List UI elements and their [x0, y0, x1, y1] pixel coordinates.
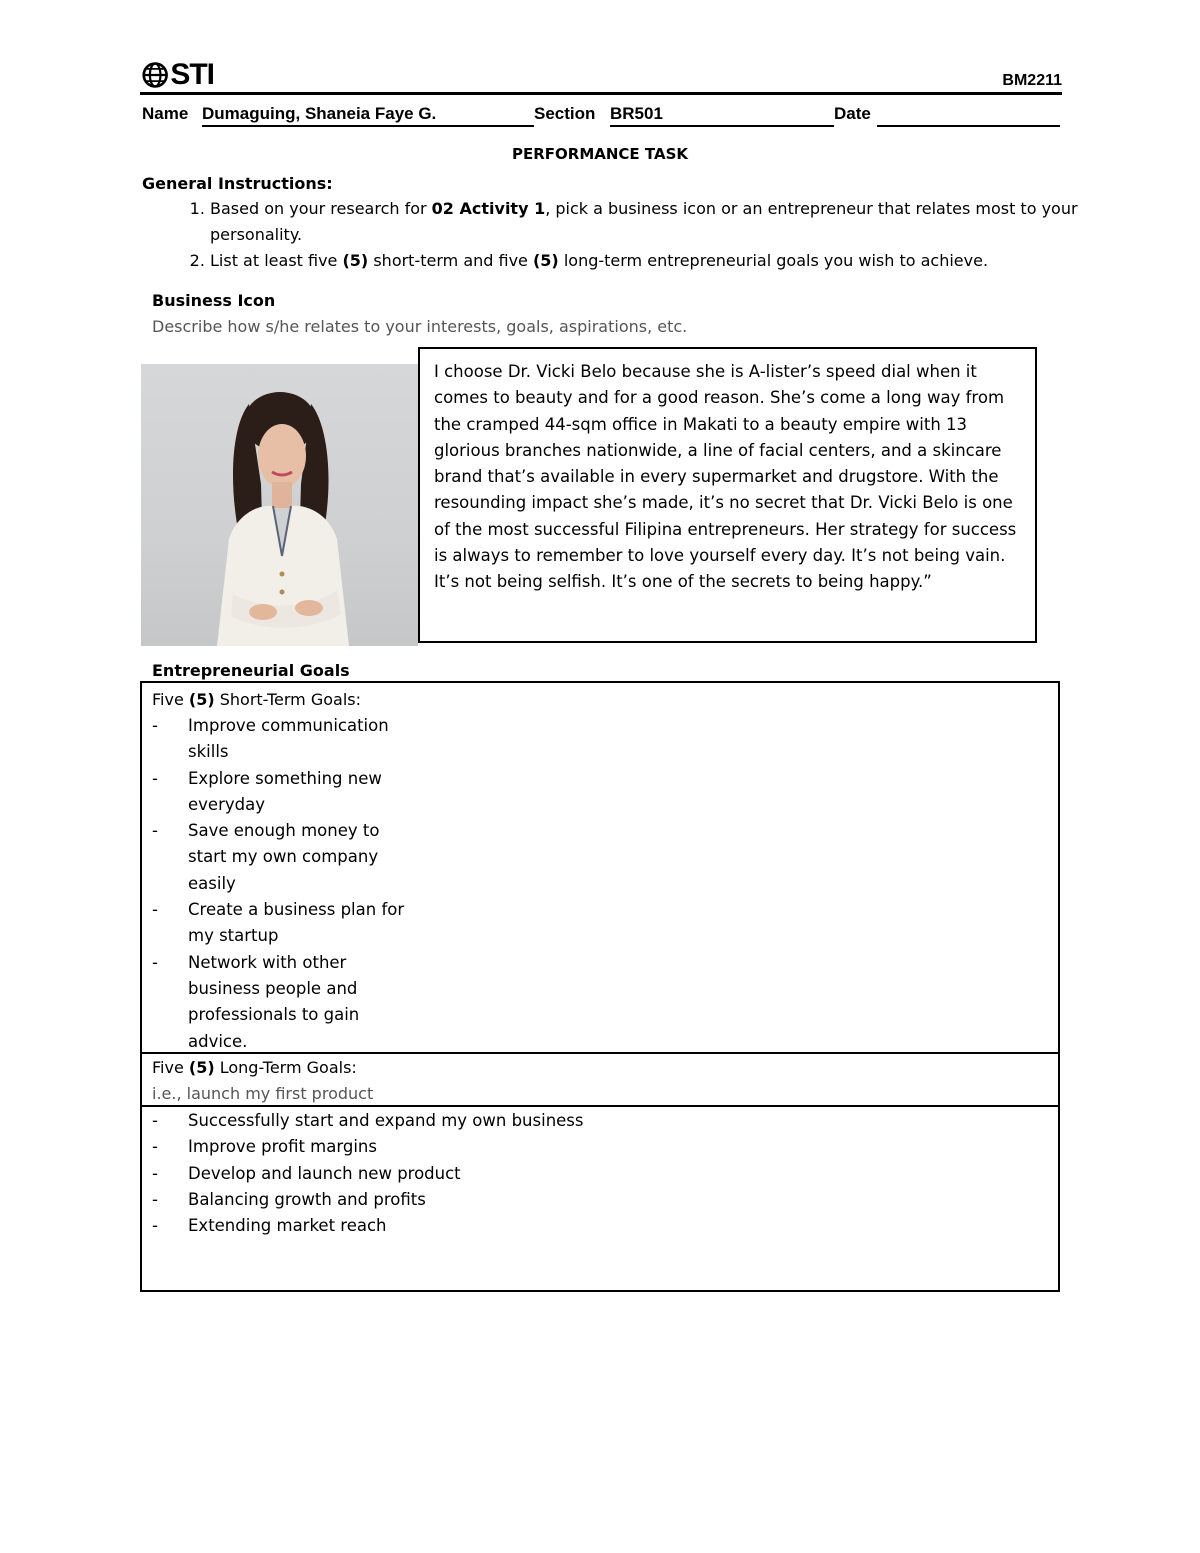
instructions-list	[170, 196, 1110, 274]
short-term-goal-item: - Improve communication skills	[152, 716, 389, 762]
goals-table	[140, 681, 1060, 1292]
business-icon-description: Describe how s/he relates to your interests, goals, aspirations, etc.	[152, 317, 688, 336]
date-label: Date	[834, 104, 871, 123]
short-term-goals-list	[152, 713, 422, 1055]
short-term-goal-item: - Network with other business people and professionals to gain advice.	[152, 952, 360, 1051]
short-term-goal-item: - Save enough money to start my own company easily	[152, 821, 380, 893]
sti-logo	[142, 58, 214, 92]
general-instructions-heading: General Instructions:	[142, 174, 333, 193]
section-field[interactable]: BR501	[610, 104, 834, 127]
business-icon-answer[interactable]: I choose Dr. Vicki Belo because she is A-lister’s speed dial when it comes to beauty and for a good reason. She’s come a long way from the cramped 44-sqm office in Makati to a beauty empire with 13 glorious branches nationwide, a line of facial centers, and a skincare brand that’s available in every supermarket and drugstore. With the resounding impact she’s made, it’s no secret that Dr. Vicki Belo is one of the most successful Filipina entrepreneurs. Her strategy for success is always to remember to love yourself every day. It’s not being vain. It’s not being selfish. It’s one of the secrets to being happy.”	[418, 347, 1037, 643]
info-row	[142, 104, 1062, 128]
long-term-goals-heading: Five (5) Long-Term Goals:	[152, 1058, 357, 1077]
instruction-item: 1. Based on your research for 02 Activity 1, pick a business icon or an entrepreneur that relates most to your personality.	[210, 196, 1110, 248]
logo-text: STI	[170, 58, 214, 91]
long-term-goals-list	[152, 1108, 852, 1239]
long-term-goal-item: - Extending market reach	[152, 1216, 387, 1236]
long-term-goal-item: - Successfully start and expand my own business	[152, 1111, 584, 1130]
short-term-goal-item: - Create a business plan for my startup	[152, 900, 405, 946]
long-term-goal-item: - Balancing growth and profits	[152, 1189, 426, 1209]
date-field[interactable]	[877, 104, 1060, 127]
goals-divider	[142, 1105, 1058, 1107]
short-term-goals-heading: Five (5) Short-Term Goals:	[152, 690, 362, 709]
long-term-goals-example: i.e., launch my first product	[152, 1084, 374, 1103]
entrepreneur-photo	[141, 364, 418, 646]
goals-divider	[142, 1052, 1058, 1054]
section-label: Section	[534, 104, 596, 123]
instruction-item: 2. List at least five (5) short-term and five (5) long-term entrepreneurial goals you wish to achieve.	[210, 248, 1110, 274]
globe-icon	[142, 60, 168, 90]
business-icon-heading: Business Icon	[152, 291, 276, 310]
page-title: PERFORMANCE TASK	[511, 145, 688, 163]
entrepreneurial-goals-heading: Entrepreneurial Goals	[152, 661, 350, 680]
short-term-goal-item: - Explore something new everyday	[152, 768, 382, 814]
header-rule	[140, 92, 1062, 95]
name-field[interactable]: Dumaguing, Shaneia Faye G.	[202, 104, 534, 127]
long-term-goal-item: - Develop and launch new product	[152, 1163, 461, 1183]
long-term-goal-item: - Improve profit margins	[152, 1137, 377, 1157]
name-label: Name	[142, 104, 189, 123]
document-code: BM2211	[1002, 72, 1062, 89]
